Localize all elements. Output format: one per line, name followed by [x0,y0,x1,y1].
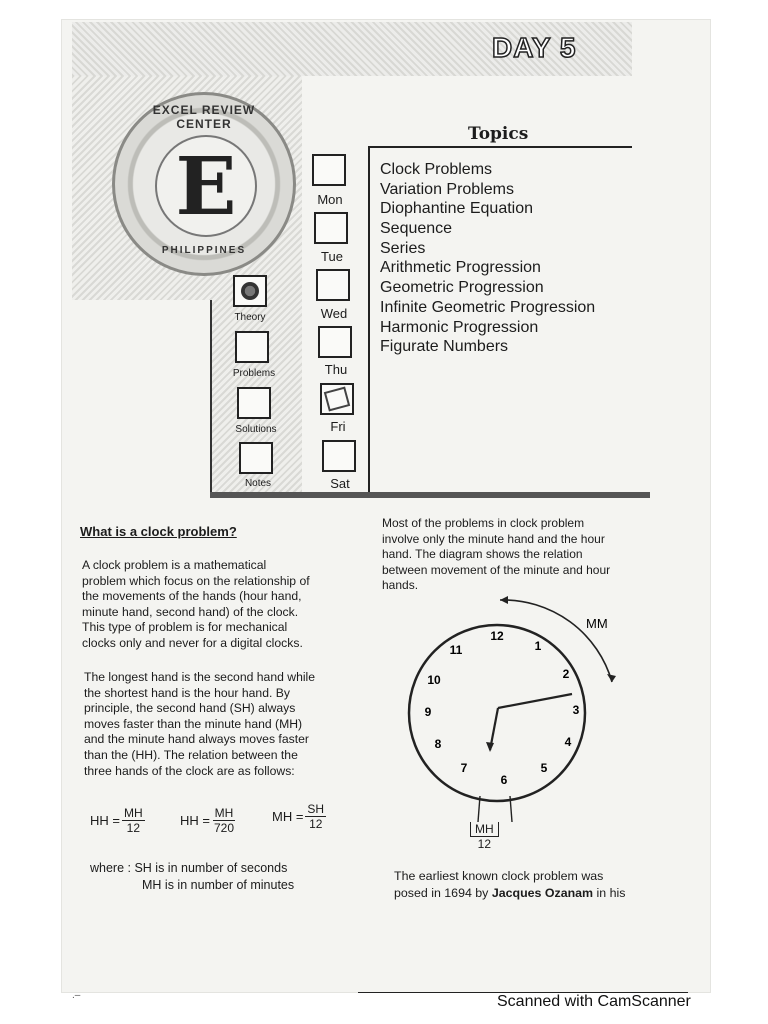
text-line: three hands of the clock are as follows: [84,763,295,778]
checkbox-fri[interactable] [320,383,354,415]
where-definitions [90,860,294,894]
text-line: and the minute hand always moves faster [84,732,309,747]
day-label-wed: Wed [320,306,348,321]
seal-letter: E [175,139,237,233]
seal-top-text: EXCEL REVIEW CENTER [152,103,256,131]
clock-number: 10 [427,673,441,687]
review-center-seal [112,92,296,276]
text-segment: posed in 1694 by [394,886,492,900]
clock-number: 6 [500,773,508,787]
paragraph-hands [84,670,315,779]
topics-title: Topics [468,124,529,144]
clock-number: 2 [562,667,570,681]
text-line: the movements of the hands (hour hand, [82,589,302,604]
clock-number: 4 [564,735,572,749]
formula-hh-mh [90,806,145,835]
topic-item: Clock Problems [380,161,493,178]
section-label-solutions: Solutions [235,424,277,435]
day-banner: DAY 5 [492,32,577,63]
topic-item: Harmonic Progression [380,318,539,336]
section-label-problems: Problems [232,368,276,379]
formula-lhs: MH = [272,809,304,824]
text-line [394,885,625,902]
formula-fraction [305,802,326,831]
fraction-numerator: MH [470,822,499,837]
topic-item: Infinite Geometric Progression [380,298,596,316]
fraction-denominator: 720 [213,821,235,835]
day-label-sat: Sat [330,476,350,491]
topic-list [380,160,595,357]
text-line: This type of problem is for mechanical [82,620,288,635]
section-divider [210,300,212,494]
text-line: between movement of the minute and hour [382,562,611,577]
formula-lhs: HH = [90,813,120,828]
clock-number: 7 [460,761,468,775]
topic-item: Figurate Numbers [380,338,509,356]
checkbox-mon[interactable] [312,154,346,186]
topic-item: Diophantine Equation [380,200,534,218]
section-label-theory: Theory [234,312,266,323]
topic-item: Geometric Progression [380,279,544,297]
header-bottom-rule [210,492,650,498]
topic-item: Series [380,239,426,257]
topics-left-border [368,146,370,498]
paragraph-definition [82,558,310,652]
fraction-denominator: 12 [477,837,492,851]
text-line: involve only the minute hand and the hour [382,531,605,546]
checkbox-thu[interactable] [318,326,352,358]
topic-item: Sequence [380,220,453,238]
formula-fraction [212,806,236,835]
topic-item: Variation Problems [380,180,514,198]
clock-number: 1 [534,639,542,653]
formula-fraction [122,806,145,835]
where-line: MH is in number of minutes [142,878,295,892]
checkbox-wed[interactable] [316,269,350,301]
camscanner-watermark: Scanned with CamScanner [497,993,691,1010]
text-line: minute hand, second hand) of the clock. [82,604,299,619]
text-line: clocks only and never for a digital clocks. [82,635,303,650]
fraction-denominator: 12 [126,821,140,835]
clock-number: 12 [490,629,504,643]
mm-label: MM [586,616,608,631]
formula-mh-sh [272,802,326,831]
fraction-numerator: MH [123,806,143,820]
text-line: hand. The diagram shows the relation [382,547,583,562]
topic-item: Arithmetic Progression [380,259,541,277]
checkbox-sat[interactable] [322,440,356,472]
where-line: where : SH is in number of seconds [90,861,288,875]
author-name: Jacques Ozanam [491,886,594,900]
checkbox-solutions[interactable] [237,387,271,419]
clock-number: 5 [540,761,548,775]
scan-mark: .– [72,990,81,1001]
checkmark-icon [324,386,350,411]
text-line: Most of the problems in clock problem [382,516,585,530]
day-label-thu: Thu [324,362,348,377]
day-label-fri: Fri [330,419,346,434]
topics-divider [368,146,632,148]
checkbox-problems[interactable] [235,331,269,363]
clock-number: 9 [424,705,432,719]
checkbox-theory[interactable] [233,275,267,307]
mh-fraction [470,822,499,851]
clock-number: 8 [434,737,442,751]
logo-background-cutout [72,300,212,500]
text-line: the shortest hand is the hour hand. By [84,685,290,700]
paragraph-diagram-intro [382,516,610,594]
text-line: principle, the second hand (SH) always [84,701,296,716]
fraction-numerator: MH [214,806,234,820]
text-line: problem which focus on the relationship of [82,573,310,588]
fraction-numerator: SH [307,802,325,816]
mm-arc [500,600,612,682]
day-label-tue: Tue [321,249,343,264]
fraction-denominator: 12 [309,817,323,831]
clock-number: 11 [449,643,463,657]
arrowhead-icon [486,742,494,752]
arrowhead-icon [500,596,508,604]
text-line: The longest hand is the second hand while [84,670,316,684]
clock-number: 3 [572,703,580,717]
section-label-notes: Notes [244,478,272,489]
text-line: hands. [382,578,419,593]
minute-hand [498,694,572,708]
clock-diagram [400,590,640,830]
checkbox-notes[interactable] [239,442,273,474]
arrowhead-icon [607,674,616,682]
text-line: moves faster than the minute hand (MH) [84,716,303,731]
globe-icon [241,282,259,300]
text-line: A clock problem is a mathematical [82,558,267,572]
paragraph-history [394,868,625,902]
text-segment: in his [593,886,626,900]
text-line: than the (HH). The relation between the [84,747,298,762]
checkbox-tue[interactable] [314,212,348,244]
formula-lhs: HH = [180,813,210,828]
section-heading: What is a clock problem? [80,524,237,539]
seal-bottom-text: PHILIPPINES [161,245,247,256]
text-line: The earliest known clock problem was [394,869,604,883]
seal-inner [155,135,257,237]
formula-hh-720 [180,806,236,835]
day-label-mon: Mon [317,192,343,207]
